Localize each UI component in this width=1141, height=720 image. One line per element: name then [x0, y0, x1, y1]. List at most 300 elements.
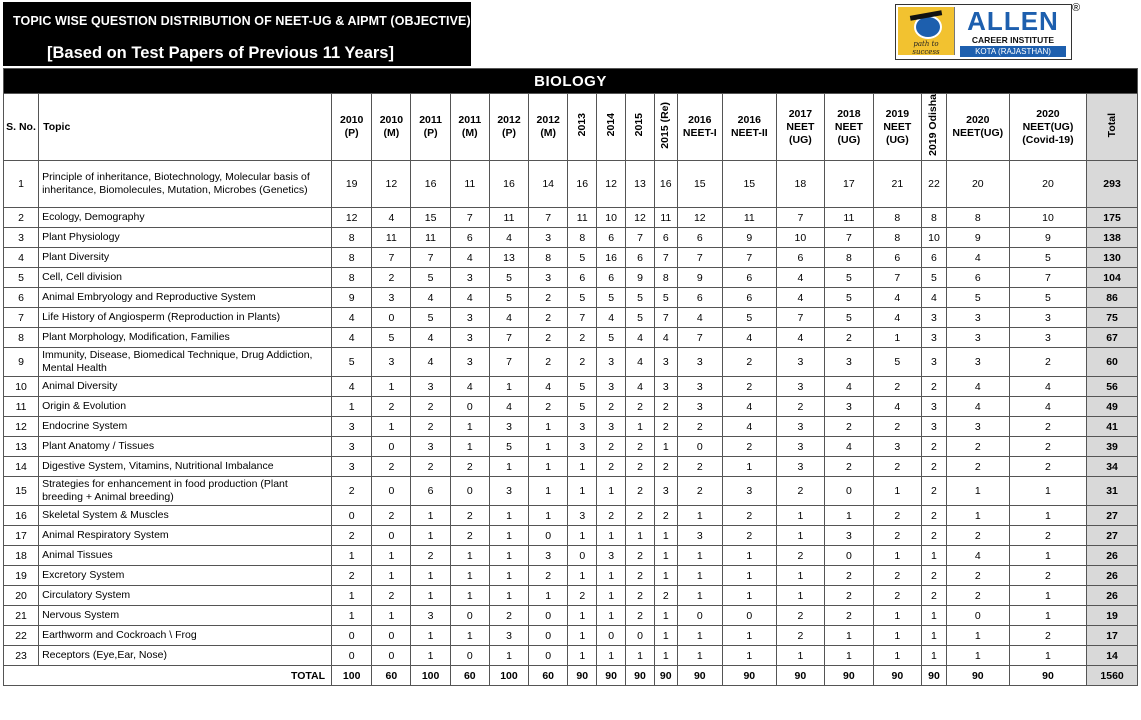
question-count-cell: 7	[529, 208, 568, 228]
question-count-cell: 2	[946, 437, 1009, 457]
question-count-cell: 1	[723, 566, 777, 586]
question-count-cell: 2	[825, 417, 873, 437]
page-header	[0, 0, 1141, 68]
question-count-cell: 1	[372, 566, 411, 586]
question-count-cell: 5	[332, 348, 372, 377]
question-count-cell: 1	[568, 626, 597, 646]
question-count-cell: 1	[776, 566, 824, 586]
question-count-cell: 3	[654, 377, 677, 397]
question-count-cell: 4	[946, 546, 1009, 566]
question-count-cell: 1	[489, 377, 528, 397]
question-count-cell: 12	[597, 161, 626, 208]
question-count-cell: 8	[922, 208, 947, 228]
question-count-cell: 1	[489, 457, 528, 477]
question-count-cell: 3	[922, 328, 947, 348]
question-count-cell: 2	[626, 397, 655, 417]
question-count-cell: 3	[677, 348, 722, 377]
question-count-cell: 0	[372, 437, 411, 457]
question-count-cell: 3	[332, 417, 372, 437]
question-count-cell: 1	[677, 626, 722, 646]
question-count-cell: 1	[597, 646, 626, 666]
question-count-cell: 2	[825, 586, 873, 606]
question-count-cell: 6	[922, 248, 947, 268]
question-count-cell: 0	[677, 606, 722, 626]
column-total-cell: 60	[450, 666, 489, 686]
table-row	[4, 457, 1138, 477]
question-count-cell: 4	[332, 377, 372, 397]
question-count-cell: 1	[1009, 546, 1086, 566]
question-count-cell: 2	[489, 606, 528, 626]
table-row	[4, 586, 1138, 606]
question-count-cell: 13	[626, 161, 655, 208]
question-count-cell: 0	[825, 546, 873, 566]
exam-column-header	[922, 94, 947, 161]
question-count-cell: 1	[677, 566, 722, 586]
question-count-cell: 2	[1009, 566, 1086, 586]
question-count-cell: 3	[568, 506, 597, 526]
question-count-cell: 10	[1009, 208, 1086, 228]
row-topic: Animal Tissues	[39, 546, 332, 566]
question-count-cell: 1	[776, 586, 824, 606]
exam-column-header: 2012 (P)	[489, 94, 528, 161]
question-count-cell: 4	[825, 377, 873, 397]
question-count-cell: 2	[922, 477, 947, 506]
question-count-cell: 3	[489, 477, 528, 506]
question-count-cell: 3	[489, 626, 528, 646]
question-count-cell: 1	[529, 417, 568, 437]
question-count-cell: 2	[873, 377, 921, 397]
row-topic: Life History of Angiosperm (Reproduction in Plants)	[39, 308, 332, 328]
question-count-cell: 1	[529, 586, 568, 606]
question-count-cell: 1	[654, 606, 677, 626]
question-count-cell: 9	[332, 288, 372, 308]
question-count-cell: 3	[677, 377, 722, 397]
question-count-cell: 2	[922, 586, 947, 606]
question-count-cell: 2	[922, 506, 947, 526]
question-count-cell: 2	[776, 546, 824, 566]
question-count-cell: 3	[922, 348, 947, 377]
question-count-cell: 10	[922, 228, 947, 248]
row-topic: Nervous System	[39, 606, 332, 626]
question-count-cell: 1	[1009, 477, 1086, 506]
question-count-cell: 2	[626, 477, 655, 506]
question-count-cell: 5	[568, 377, 597, 397]
question-count-cell: 1	[946, 506, 1009, 526]
question-count-cell: 1	[776, 506, 824, 526]
row-total: 86	[1087, 288, 1138, 308]
distribution-table	[3, 68, 1138, 686]
question-count-cell: 2	[677, 477, 722, 506]
row-topic: Circulatory System	[39, 586, 332, 606]
question-count-cell: 2	[529, 397, 568, 417]
question-count-cell: 2	[677, 457, 722, 477]
question-count-cell: 5	[1009, 288, 1086, 308]
question-count-cell: 1	[411, 646, 450, 666]
question-count-cell: 5	[489, 288, 528, 308]
question-count-cell: 7	[723, 248, 777, 268]
question-count-cell: 1	[825, 646, 873, 666]
column-total-cell: 90	[873, 666, 921, 686]
table-row	[4, 646, 1138, 666]
question-count-cell: 6	[568, 268, 597, 288]
table-body	[4, 161, 1138, 686]
question-count-cell: 3	[946, 328, 1009, 348]
row-topic: Plant Morphology, Modification, Families	[39, 328, 332, 348]
exam-column-header	[626, 94, 655, 161]
exam-column-header: 2019 NEET (UG)	[873, 94, 921, 161]
question-count-cell: 2	[1009, 417, 1086, 437]
grand-total: 1560	[1087, 666, 1138, 686]
row-sno: 16	[4, 506, 39, 526]
row-total: 31	[1087, 477, 1138, 506]
question-count-cell: 8	[873, 208, 921, 228]
question-count-cell: 2	[873, 566, 921, 586]
document-title: TOPIC WISE QUESTION DISTRIBUTION OF NEET-UG & AIPMT (OBJECTIVE)	[13, 14, 471, 28]
question-count-cell: 5	[946, 288, 1009, 308]
question-count-cell: 2	[922, 457, 947, 477]
table-row	[4, 208, 1138, 228]
question-count-cell: 2	[946, 526, 1009, 546]
question-count-cell: 3	[654, 477, 677, 506]
row-total: 104	[1087, 268, 1138, 288]
row-total: 26	[1087, 546, 1138, 566]
question-count-cell: 0	[372, 646, 411, 666]
row-total: 56	[1087, 377, 1138, 397]
question-count-cell: 2	[529, 288, 568, 308]
question-count-cell: 1	[489, 586, 528, 606]
row-sno: 5	[4, 268, 39, 288]
question-count-cell: 3	[946, 348, 1009, 377]
question-count-cell: 3	[450, 348, 489, 377]
exam-column-header: 2016 NEET-II	[723, 94, 777, 161]
question-count-cell: 5	[568, 397, 597, 417]
row-sno: 22	[4, 626, 39, 646]
question-count-cell: 2	[372, 457, 411, 477]
question-count-cell: 1	[873, 546, 921, 566]
row-total: 39	[1087, 437, 1138, 457]
row-sno: 18	[4, 546, 39, 566]
question-count-cell: 0	[372, 477, 411, 506]
question-count-cell: 2	[723, 506, 777, 526]
question-count-cell: 4	[332, 328, 372, 348]
exam-column-header: 2017 NEET (UG)	[776, 94, 824, 161]
row-sno: 2	[4, 208, 39, 228]
question-count-cell: 13	[489, 248, 528, 268]
exam-column-header: 2016 NEET-I	[677, 94, 722, 161]
question-count-cell: 2	[450, 526, 489, 546]
row-sno: 17	[4, 526, 39, 546]
question-count-cell: 4	[626, 348, 655, 377]
question-count-cell: 6	[677, 288, 722, 308]
question-count-cell: 0	[332, 506, 372, 526]
question-count-cell: 2	[1009, 457, 1086, 477]
question-count-cell: 3	[568, 437, 597, 457]
question-count-cell: 0	[450, 646, 489, 666]
question-count-cell: 3	[677, 526, 722, 546]
table-row	[4, 268, 1138, 288]
question-count-cell: 2	[825, 457, 873, 477]
question-count-cell: 11	[372, 228, 411, 248]
table-row	[4, 526, 1138, 546]
question-count-cell: 4	[529, 377, 568, 397]
row-topic: Animal Embryology and Reproductive System	[39, 288, 332, 308]
question-count-cell: 7	[489, 328, 528, 348]
question-count-cell: 3	[332, 457, 372, 477]
row-total: 27	[1087, 526, 1138, 546]
question-count-cell: 3	[489, 417, 528, 437]
row-topic: Plant Diversity	[39, 248, 332, 268]
question-count-cell: 5	[723, 308, 777, 328]
question-count-cell: 2	[946, 566, 1009, 586]
question-count-cell: 0	[946, 606, 1009, 626]
question-count-cell: 3	[873, 437, 921, 457]
question-count-cell: 3	[529, 268, 568, 288]
question-count-cell: 1	[529, 477, 568, 506]
question-count-cell: 12	[332, 208, 372, 228]
question-count-cell: 16	[568, 161, 597, 208]
column-total-cell: 90	[723, 666, 777, 686]
question-count-cell: 3	[922, 308, 947, 328]
question-count-cell: 9	[946, 228, 1009, 248]
question-count-cell: 3	[450, 268, 489, 288]
column-total-cell: 90	[597, 666, 626, 686]
logo-subtitle: CAREER INSTITUTE	[971, 35, 1055, 45]
table-row	[4, 606, 1138, 626]
question-count-cell: 2	[626, 566, 655, 586]
row-sno: 15	[4, 477, 39, 506]
sno-header: S. No.	[4, 94, 39, 161]
question-count-cell: 8	[873, 228, 921, 248]
question-count-cell: 1	[677, 546, 722, 566]
question-count-cell: 2	[825, 328, 873, 348]
exam-column-label: 2019 Odisha	[927, 94, 940, 156]
question-count-cell: 4	[626, 328, 655, 348]
row-total: 130	[1087, 248, 1138, 268]
question-count-cell: 3	[411, 606, 450, 626]
question-count-cell: 7	[873, 268, 921, 288]
question-count-cell: 4	[723, 328, 777, 348]
question-count-cell: 8	[332, 228, 372, 248]
question-count-cell: 1	[776, 526, 824, 546]
question-count-cell: 0	[597, 626, 626, 646]
question-count-cell: 4	[873, 308, 921, 328]
distribution-table-container	[3, 68, 1138, 686]
column-total-cell: 100	[411, 666, 450, 686]
question-count-cell: 2	[922, 437, 947, 457]
question-count-cell: 2	[597, 397, 626, 417]
question-count-cell: 4	[723, 417, 777, 437]
question-count-cell: 2	[411, 397, 450, 417]
question-count-cell: 2	[677, 417, 722, 437]
question-count-cell: 5	[411, 308, 450, 328]
question-count-cell: 1	[1009, 586, 1086, 606]
question-count-cell: 1	[489, 526, 528, 546]
question-count-cell: 1	[372, 606, 411, 626]
question-count-cell: 7	[776, 208, 824, 228]
column-total-cell: 90	[677, 666, 722, 686]
question-count-cell: 4	[723, 397, 777, 417]
row-sno: 20	[4, 586, 39, 606]
question-count-cell: 2	[723, 526, 777, 546]
question-count-cell: 3	[825, 397, 873, 417]
question-count-cell: 3	[597, 417, 626, 437]
question-count-cell: 1	[529, 437, 568, 457]
question-count-cell: 3	[597, 377, 626, 397]
question-count-cell: 2	[723, 348, 777, 377]
question-count-cell: 2	[568, 348, 597, 377]
question-count-cell: 3	[654, 348, 677, 377]
question-count-cell: 2	[332, 477, 372, 506]
question-count-cell: 7	[776, 308, 824, 328]
question-count-cell: 6	[677, 228, 722, 248]
row-total: 293	[1087, 161, 1138, 208]
question-count-cell: 5	[489, 437, 528, 457]
question-count-cell: 4	[946, 377, 1009, 397]
question-count-cell: 14	[529, 161, 568, 208]
logo-name: ALLEN	[967, 6, 1059, 36]
question-count-cell: 0	[372, 626, 411, 646]
row-topic: Animal Respiratory System	[39, 526, 332, 546]
row-sno: 11	[4, 397, 39, 417]
question-count-cell: 7	[825, 228, 873, 248]
row-sno: 1	[4, 161, 39, 208]
table-row	[4, 626, 1138, 646]
question-count-cell: 2	[654, 586, 677, 606]
row-topic: Origin & Evolution	[39, 397, 332, 417]
table-row	[4, 161, 1138, 208]
question-count-cell: 7	[568, 308, 597, 328]
question-count-cell: 1	[450, 437, 489, 457]
question-count-cell: 2	[626, 586, 655, 606]
question-count-cell: 7	[1009, 268, 1086, 288]
column-total-cell: 60	[529, 666, 568, 686]
question-count-cell: 12	[626, 208, 655, 228]
question-count-cell: 4	[489, 308, 528, 328]
question-count-cell: 4	[873, 397, 921, 417]
question-count-cell: 2	[626, 506, 655, 526]
question-count-cell: 5	[597, 328, 626, 348]
table-row	[4, 506, 1138, 526]
question-count-cell: 3	[825, 348, 873, 377]
question-count-cell: 5	[873, 348, 921, 377]
exam-column-header: 2018 NEET (UG)	[825, 94, 873, 161]
row-topic: Excretory System	[39, 566, 332, 586]
question-count-cell: 16	[654, 161, 677, 208]
question-count-cell: 5	[411, 268, 450, 288]
question-count-cell: 20	[946, 161, 1009, 208]
question-count-cell: 2	[597, 506, 626, 526]
row-total: 26	[1087, 566, 1138, 586]
row-sno: 12	[4, 417, 39, 437]
question-count-cell: 0	[450, 606, 489, 626]
question-count-cell: 2	[723, 437, 777, 457]
question-count-cell: 1	[626, 526, 655, 546]
question-count-cell: 4	[1009, 397, 1086, 417]
question-count-cell: 1	[825, 626, 873, 646]
section-heading: BIOLOGY	[4, 69, 1138, 94]
question-count-cell: 0	[332, 626, 372, 646]
question-count-cell: 4	[332, 308, 372, 328]
question-count-cell: 6	[654, 228, 677, 248]
question-count-cell: 3	[776, 348, 824, 377]
question-count-cell: 1	[489, 546, 528, 566]
question-count-cell: 1	[677, 646, 722, 666]
row-sno: 19	[4, 566, 39, 586]
question-count-cell: 6	[597, 268, 626, 288]
question-count-cell: 3	[723, 477, 777, 506]
table-row	[4, 377, 1138, 397]
question-count-cell: 2	[529, 566, 568, 586]
table-row	[4, 437, 1138, 457]
question-count-cell: 1	[677, 506, 722, 526]
question-count-cell: 2	[372, 506, 411, 526]
row-sno: 23	[4, 646, 39, 666]
row-total: 60	[1087, 348, 1138, 377]
question-count-cell: 4	[450, 248, 489, 268]
question-count-cell: 11	[568, 208, 597, 228]
question-count-cell: 5	[1009, 248, 1086, 268]
question-count-cell: 7	[411, 248, 450, 268]
table-row	[4, 397, 1138, 417]
question-count-cell: 1	[922, 646, 947, 666]
question-count-cell: 17	[825, 161, 873, 208]
question-count-cell: 0	[529, 626, 568, 646]
question-count-cell: 2	[654, 397, 677, 417]
question-count-cell: 2	[568, 586, 597, 606]
question-count-cell: 6	[450, 228, 489, 248]
question-count-cell: 2	[922, 526, 947, 546]
question-count-cell: 3	[776, 377, 824, 397]
question-count-cell: 4	[626, 377, 655, 397]
question-count-cell: 0	[529, 646, 568, 666]
question-count-cell: 1	[332, 586, 372, 606]
question-count-cell: 6	[723, 268, 777, 288]
question-count-cell: 16	[597, 248, 626, 268]
question-count-cell: 7	[677, 248, 722, 268]
row-sno: 6	[4, 288, 39, 308]
question-count-cell: 4	[776, 288, 824, 308]
title-banner	[3, 2, 471, 66]
question-count-cell: 2	[825, 606, 873, 626]
question-count-cell: 0	[825, 477, 873, 506]
row-topic: Strategies for enhancement in food production (Plant breeding + Animal breeding)	[39, 477, 332, 506]
exam-column-label: 2013	[575, 113, 588, 137]
question-count-cell: 2	[946, 586, 1009, 606]
question-count-cell: 9	[723, 228, 777, 248]
allen-logo	[895, 4, 1072, 60]
question-count-cell: 21	[873, 161, 921, 208]
column-total-cell: 60	[372, 666, 411, 686]
question-count-cell: 8	[825, 248, 873, 268]
question-count-cell: 3	[776, 437, 824, 457]
question-count-cell: 3	[677, 397, 722, 417]
question-count-cell: 2	[411, 417, 450, 437]
question-count-cell: 0	[677, 437, 722, 457]
question-count-cell: 2	[873, 526, 921, 546]
question-count-cell: 1	[654, 546, 677, 566]
exam-column-header: 2010 (P)	[332, 94, 372, 161]
question-count-cell: 2	[1009, 348, 1086, 377]
question-count-cell: 2	[597, 437, 626, 457]
question-count-cell: 1	[654, 646, 677, 666]
question-count-cell: 5	[922, 268, 947, 288]
row-total: 34	[1087, 457, 1138, 477]
table-row	[4, 566, 1138, 586]
question-count-cell: 22	[922, 161, 947, 208]
question-count-cell: 1	[1009, 506, 1086, 526]
question-count-cell: 4	[776, 328, 824, 348]
logo-location: KOTA (RAJASTHAN)	[960, 46, 1066, 57]
